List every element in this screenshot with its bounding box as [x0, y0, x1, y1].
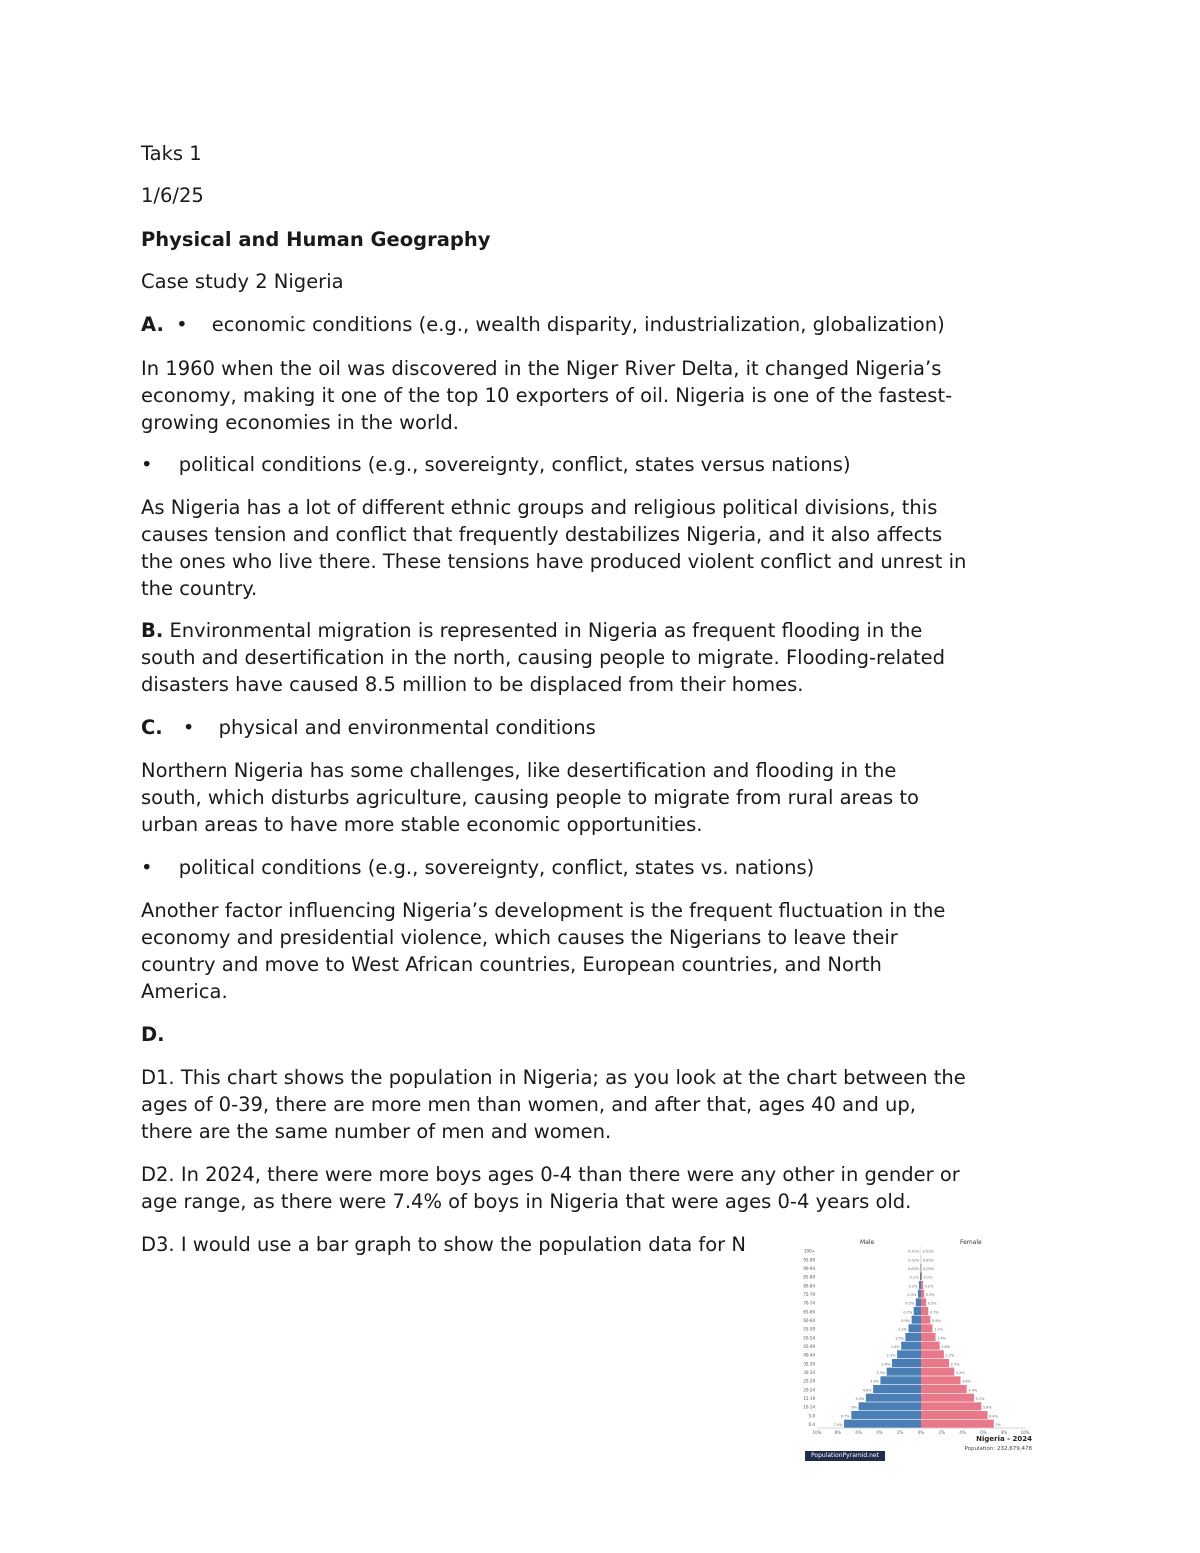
bar-female-0-4	[921, 1420, 994, 1428]
section-a-paragraph-1-line: In 1960 when the oil was discovered in the Niger River Delta, it changed Nigeria’s	[141, 357, 942, 380]
d1-line: D1. This chart shows the population in Nigeria; as you look at the chart between the	[141, 1066, 966, 1089]
bar-male-15-19	[866, 1394, 921, 1402]
section-d-label: D.	[141, 1023, 165, 1046]
bar-male-65-69	[914, 1307, 921, 1315]
x-tick-label: 2%	[897, 1430, 904, 1435]
data-label-male: 6%	[851, 1405, 858, 1410]
date-label: 1/6/25	[141, 184, 204, 207]
age-tick-label: 10-14	[803, 1404, 815, 1410]
data-label-female: 2.2%	[945, 1353, 955, 1358]
data-label-female: 0.5%	[927, 1301, 937, 1306]
bar-female-80-84	[921, 1281, 923, 1289]
data-label-male: 1.9%	[890, 1345, 900, 1349]
bullet-icon: •	[141, 856, 153, 879]
section-c-bullet-1: C. • physical and environmental conditions	[141, 714, 596, 742]
bar-male-10-14	[859, 1402, 921, 1410]
data-label-female: 0.2%	[924, 1284, 934, 1289]
bullet-icon: •	[141, 453, 153, 476]
bar-male-55-59	[909, 1324, 921, 1332]
age-tick-label: 40-44	[803, 1352, 815, 1358]
section-b-paragraph: B. Environmental migration is represented in Nigeria as frequent flooding in the	[141, 619, 923, 642]
x-tick-label: 10%	[1020, 1430, 1030, 1435]
section-c-paragraph-2-line: America.	[141, 980, 228, 1003]
age-tick-label: 20-24	[803, 1387, 815, 1393]
task-label: Taks 1	[141, 142, 202, 165]
section-c-label: C.	[141, 716, 163, 739]
data-label-female: 1.8%	[941, 1345, 951, 1349]
data-label-male: 2.3%	[886, 1353, 896, 1358]
data-label-female: 1.1%	[933, 1327, 943, 1332]
d2-line: D2. In 2024, there were more boys ages 0-4 than there were any other in gender or	[141, 1163, 960, 1186]
age-tick-label: 0-4	[808, 1422, 815, 1427]
data-label-female: 3.2%	[955, 1371, 965, 1375]
x-tick-label: 8%	[834, 1430, 841, 1435]
section-c-paragraph-2-line: country and move to West African countries, European countries, and North	[141, 953, 882, 976]
age-tick-label: 15-19	[803, 1396, 815, 1401]
bar-female-85-89	[921, 1272, 922, 1280]
pyramid-bars	[844, 1246, 994, 1427]
data-label-male: 3.3%	[876, 1371, 886, 1375]
age-tick-label: 35-39	[803, 1361, 815, 1367]
bar-male-60-64	[912, 1316, 921, 1324]
x-tick-label: 8%	[1001, 1430, 1008, 1435]
data-label-female: 1.4%	[937, 1336, 946, 1341]
bar-female-55-59	[921, 1324, 932, 1332]
data-label-male: 5.3%	[855, 1397, 865, 1401]
age-tick-label: 65-69	[803, 1309, 815, 1315]
chart-subtitle: Population: 232,679,478	[964, 1446, 1032, 1452]
section-b-line: south and desertification in the north, causing people to migrate. Flooding-related	[141, 646, 945, 669]
bar-male-30-34	[887, 1368, 921, 1376]
x-tick-label: 0%	[917, 1430, 925, 1435]
d1-line: there are the same number of men and women.	[141, 1120, 612, 1143]
data-label-male: 1.5%	[894, 1336, 904, 1341]
bar-male-25-29	[880, 1376, 921, 1384]
data-label-male: 0.05%	[907, 1267, 919, 1271]
x-tick-label: 6%	[855, 1430, 862, 1435]
legend-female: Female	[960, 1239, 982, 1246]
bar-female-70-74	[921, 1298, 926, 1306]
section-b-label: B.	[141, 619, 164, 642]
bar-male-70-74	[916, 1298, 921, 1306]
age-tick-label: 85-89	[803, 1274, 815, 1280]
bar-male-40-44	[897, 1350, 921, 1358]
section-c-paragraph-2-line: economy and presidential violence, which causes the Nigerians to leave their	[141, 926, 898, 949]
bar-female-50-54	[921, 1333, 936, 1341]
section-a-paragraph-2-line: causes tension and conflict that frequently destabilizes Nigeria, and it also affects	[141, 523, 943, 546]
page-title: Physical and Human Geography	[141, 228, 491, 251]
data-label-female: 5.8%	[982, 1405, 992, 1410]
age-tick-label: 45-49	[803, 1344, 815, 1349]
x-tick-label: 6%	[980, 1430, 987, 1435]
bar-male-5-9	[851, 1411, 921, 1419]
section-c-paragraph-2-line: Another factor influencing Nigeria’s development is the frequent fluctuation in the	[141, 899, 946, 922]
x-tick-label: 2%	[938, 1430, 945, 1435]
data-label-female: 5.1%	[975, 1397, 985, 1401]
bar-female-90-94	[921, 1264, 922, 1272]
data-label-female: 4.4%	[968, 1388, 978, 1393]
bullet-icon: •	[176, 313, 188, 336]
bar-male-90-94	[920, 1264, 921, 1272]
bar-female-40-44	[921, 1350, 944, 1358]
source-badge: PopulationPyramid.net	[805, 1451, 885, 1461]
bar-female-5-9	[921, 1411, 988, 1419]
age-tick-label: 95-99	[803, 1257, 815, 1263]
data-label-male: 0.9%	[901, 1319, 911, 1323]
section-b-line: disasters have caused 8.5 million to be displaced from their homes.	[141, 673, 804, 696]
data-label-female: 0.02%	[922, 1258, 934, 1263]
x-tick-label: 10%	[812, 1430, 822, 1435]
bar-female-15-19	[921, 1394, 974, 1402]
case-study-label: Case study 2 Nigeria	[141, 270, 344, 293]
bar-female-25-29	[921, 1376, 961, 1384]
data-label-female: 0.01%	[922, 1249, 934, 1254]
data-label-female: 3.8%	[962, 1379, 971, 1384]
bar-male-35-39	[892, 1359, 921, 1367]
section-a-paragraph-1-line: growing economies in the world.	[141, 411, 459, 434]
x-tick-label: 4%	[959, 1430, 966, 1435]
d2-line: age range, as there were 7.4% of boys in Nigeria that were ages 0-4 years old.	[141, 1190, 912, 1213]
section-c-paragraph-1-line: south, which disturbs agriculture, causing people to migrate from rural areas to	[141, 786, 919, 809]
data-label-male: 4.6%	[862, 1388, 872, 1393]
data-label-female: 0.3%	[925, 1293, 935, 1297]
section-c-bullet-2: • political conditions (e.g., sovereignty, conflict, states vs. nations)	[141, 854, 814, 882]
bar-male-0-4	[844, 1420, 921, 1428]
data-label-male: 2.8%	[881, 1362, 891, 1367]
bullet-icon: •	[182, 716, 195, 739]
bar-female-45-49	[921, 1342, 940, 1350]
data-label-male: 0.7%	[903, 1310, 913, 1315]
d1-line: ages of 0-39, there are more men than women, and after that, ages 40 and up,	[141, 1093, 916, 1116]
section-a-paragraph-2-line: the ones who live there. These tensions have produced violent conflict and unrest in	[141, 550, 967, 573]
bar-male-45-49	[901, 1342, 921, 1350]
bar-female-35-39	[921, 1359, 949, 1367]
age-tick-label: 55-59	[803, 1326, 815, 1332]
data-label-female: 2.7%	[950, 1362, 960, 1367]
age-tick-label: 70-74	[803, 1300, 815, 1306]
bar-female-30-34	[921, 1368, 954, 1376]
population-pyramid-chart	[800, 1232, 1040, 1464]
data-label-female: 6.4%	[989, 1414, 998, 1419]
bar-male-85-89	[920, 1272, 921, 1280]
bar-female-60-64	[921, 1316, 930, 1324]
data-label-female: 7%	[995, 1423, 1001, 1427]
bar-female-65-69	[921, 1307, 928, 1315]
x-tick-label: 4%	[876, 1430, 883, 1435]
bar-male-80-84	[919, 1281, 921, 1289]
data-label-male: 0.01%	[908, 1249, 920, 1254]
age-tick-label: 30-34	[803, 1370, 815, 1375]
chart-title: Nigeria - 2024	[976, 1435, 1032, 1443]
section-a-paragraph-1-line: economy, making it one of the top 10 exporters of oil. Nigeria is one of the fastest-	[141, 384, 953, 407]
data-label-female: 0.9%	[931, 1319, 941, 1323]
data-label-female: 0.1%	[923, 1275, 933, 1280]
section-c-paragraph-1-line: Northern Nigeria has some challenges, like desertification and flooding in the	[141, 759, 897, 782]
age-tick-label: 60-64	[803, 1318, 815, 1323]
bar-male-50-54	[905, 1333, 921, 1341]
bar-female-20-24	[921, 1385, 967, 1393]
data-label-male: 7.4%	[833, 1423, 843, 1427]
data-label-male: 0.3%	[907, 1293, 917, 1297]
data-label-male: 0.1%	[909, 1275, 919, 1280]
data-label-male: 0.5%	[905, 1301, 915, 1306]
data-label-male: 0.02%	[908, 1258, 920, 1263]
age-tick-label: 75-79	[803, 1292, 815, 1297]
age-tick-label: 25-29	[803, 1378, 815, 1384]
age-tick-label: 100+	[804, 1248, 815, 1254]
section-c-paragraph-1-line: urban areas to have more stable economic opportunities.	[141, 813, 703, 836]
bar-female-10-14	[921, 1402, 981, 1410]
legend-male: Male	[860, 1239, 875, 1246]
section-a-label: A.	[141, 313, 164, 336]
data-label-female: 0.7%	[929, 1310, 939, 1315]
d3-line: D3. I would use a bar graph to show the population data for N	[141, 1233, 746, 1256]
age-tick-label: 90-94	[803, 1266, 815, 1271]
data-label-male: 6.7%	[840, 1414, 850, 1419]
age-tick-label: 80-84	[803, 1283, 815, 1289]
data-label-male: 3.9%	[870, 1379, 879, 1384]
bar-female-75-79	[921, 1290, 924, 1298]
age-tick-label: 50-54	[803, 1335, 815, 1341]
data-label-male: 0.2%	[908, 1284, 918, 1289]
section-a-bullet-2: • political conditions (e.g., sovereignty, conflict, states versus nations)	[141, 451, 851, 479]
data-label-female: 0.05%	[923, 1267, 935, 1271]
age-tick-label: 5-9	[808, 1413, 815, 1419]
bar-male-75-79	[918, 1290, 921, 1298]
section-a-paragraph-2-line: the country.	[141, 577, 258, 600]
section-a-paragraph-2-line: As Nigeria has a lot of different ethnic groups and religious political divisions, this	[141, 496, 938, 519]
data-label-male: 1.2%	[898, 1327, 908, 1332]
bar-male-20-24	[873, 1385, 921, 1393]
section-a-bullet-1: A. • economic conditions (e.g., wealth disparity, industrialization, globalization)	[141, 311, 945, 339]
